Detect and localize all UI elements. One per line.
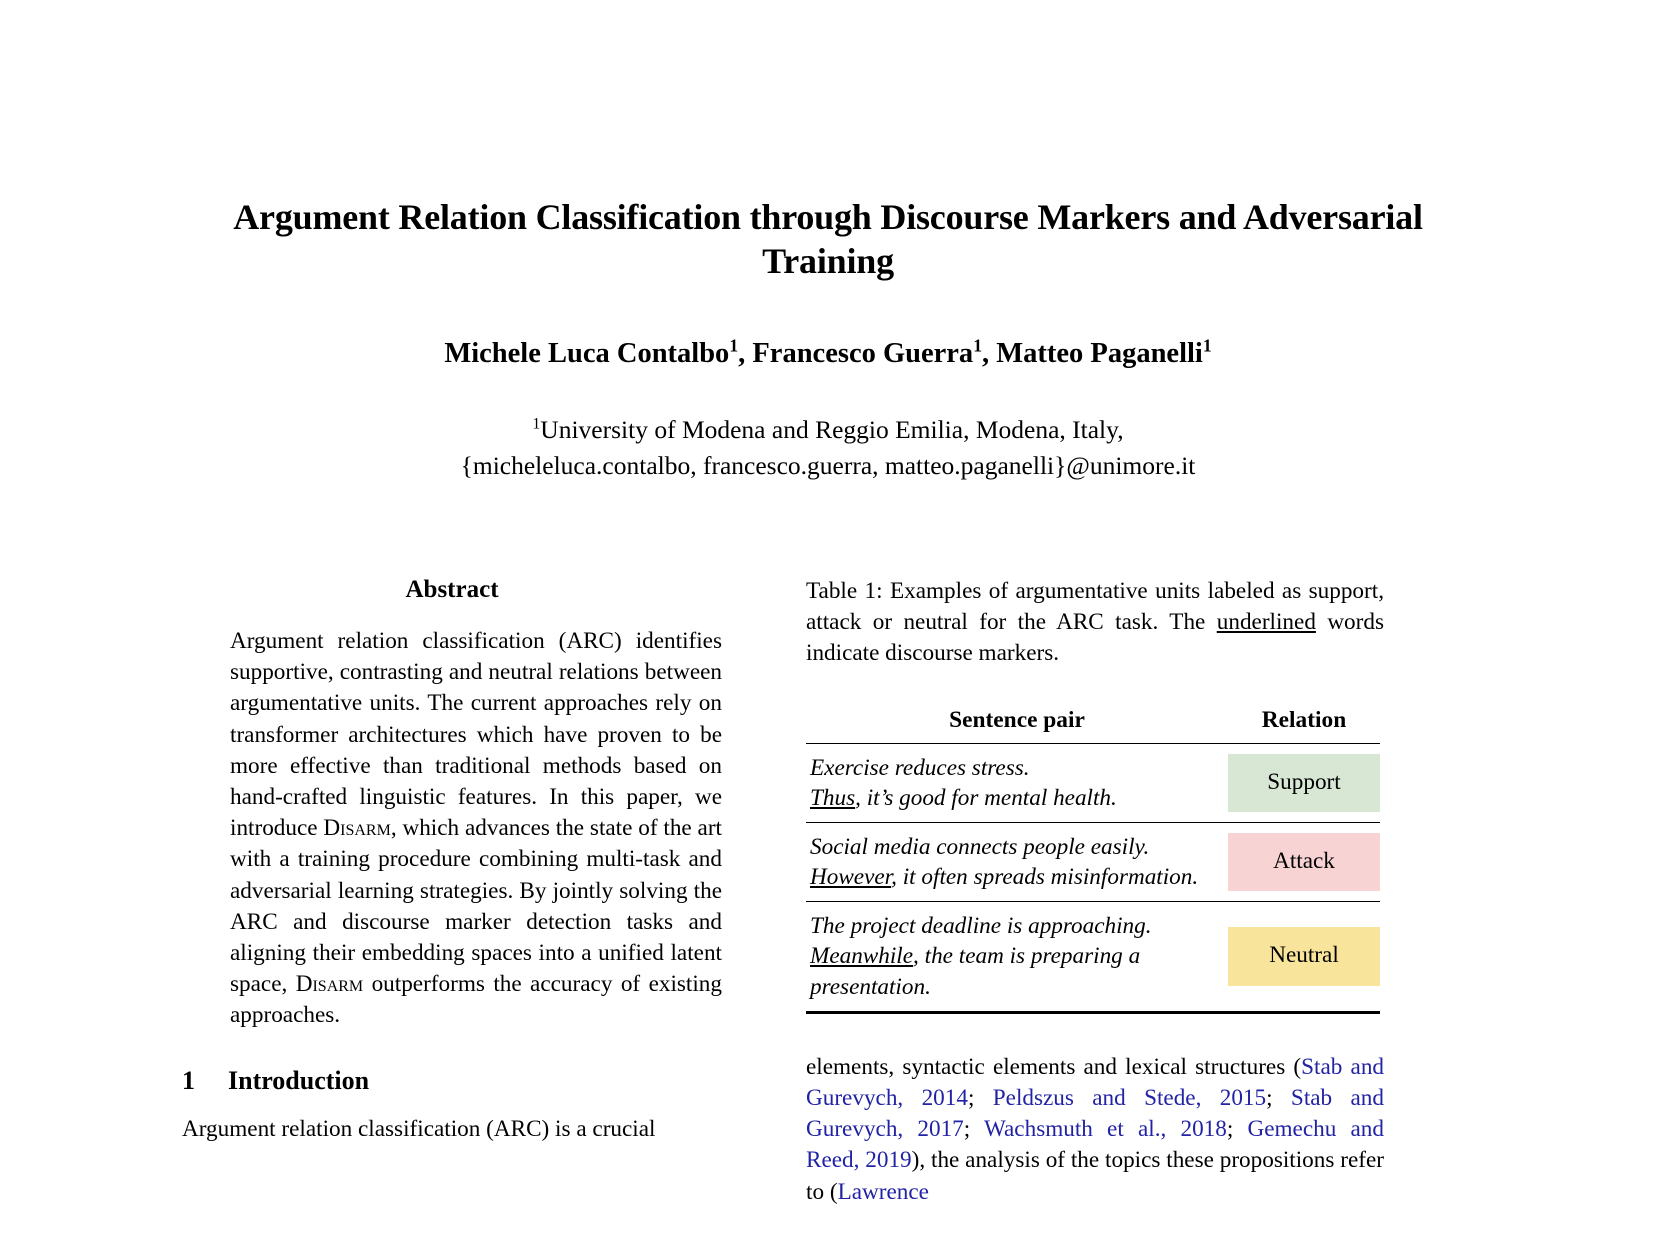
table-rule-cell xyxy=(806,1012,1228,1014)
affiliation-text: University of Modena and Reggio Emilia, Modena, Italy, xyxy=(540,415,1124,444)
relation-cell xyxy=(1228,743,1380,822)
left-column xyxy=(182,576,722,1145)
title-block xyxy=(228,196,1428,284)
relation-cell xyxy=(1228,822,1380,901)
sentence-first: The project deadline is approaching. xyxy=(810,913,1152,940)
right-column-paragraph: elements, syntactic elements and lexical structures (Stab and Gurevych, 2014; Peldszus and Stede, 2015; Stab and Gurevych, 2017; Wachsmuth et al., 2018; Gemechu and Reed, 2019), the analysis of the topics these propositions refer to (Lawrence xyxy=(806,1053,1385,1205)
section-heading-introduction xyxy=(182,1066,722,1096)
relation-cell xyxy=(1228,902,1380,1012)
discourse-marker: Meanwhile xyxy=(810,943,914,970)
sentence-pair-cell xyxy=(806,822,1228,901)
section-title: Introduction xyxy=(228,1065,370,1095)
discourse-marker: However xyxy=(810,864,892,891)
sentence-second-rest: , it often spreads misinformation. xyxy=(891,864,1199,891)
table-row xyxy=(806,743,1380,822)
table-row xyxy=(806,822,1380,901)
sentence-pair-cell xyxy=(806,743,1228,822)
affiliation-block xyxy=(228,412,1428,484)
status-badge-support: Support xyxy=(1228,754,1380,812)
column-header-relation: Relation xyxy=(1261,706,1347,733)
table-bottom-rule xyxy=(806,1012,1380,1014)
sentence-first: Social media connects people easily. xyxy=(810,833,1150,860)
discourse-marker: Thus xyxy=(810,784,856,811)
table-row xyxy=(806,902,1380,1012)
section-number: 1 xyxy=(182,1065,195,1095)
affiliation-marker: 1 xyxy=(532,415,541,433)
column-header-sentence-pair: Sentence pair xyxy=(949,706,1085,733)
author-list xyxy=(228,335,1428,372)
right-column xyxy=(806,576,1384,1208)
status-badge-attack: Attack xyxy=(1228,833,1380,891)
abstract-body: Argument relation classification (ARC) identifies supportive, contrasting and neutral relations between argumentative units. The current approaches rely on transformer architectures which have proven to be more effective than traditional methods based on hand-crafted linguistic features. In this paper, we introduce Disarm, which advances the state of the art with a training procedure combining multi-task and adversarial learning strategies. By jointly solving the ARC and discourse marker detection tasks and aligning their embedding spaces into a unified latent space, Disarm outperforms the accuracy of existing approaches. xyxy=(230,628,722,1029)
table-rule-cell xyxy=(1228,1012,1380,1014)
page-title: Argument Relation Classification through Discourse Markers and Adversarial Training xyxy=(233,197,1423,281)
table-1-wrapper xyxy=(806,698,1380,1014)
abstract-heading: Abstract xyxy=(405,576,499,603)
sentence-second-rest: , it’s good for mental health. xyxy=(855,784,1117,811)
sentence-pair-cell xyxy=(806,902,1228,1012)
sentence-second-rest: , the team is preparing a presentation. xyxy=(810,943,1141,1000)
affiliation-university xyxy=(228,412,1428,448)
introduction-first-paragraph: Argument relation classification (ARC) is a crucial xyxy=(182,1115,656,1142)
affiliation-emails: {micheleluca.contalbo, francesco.guerra, matteo.paganelli}@unimore.it xyxy=(460,451,1196,481)
table-caption: Table 1: Examples of argumentative units labeled as support, attack or neutral for the ARC task. The underlined words indicate discourse markers. xyxy=(806,578,1384,667)
table-top-rule xyxy=(806,698,1380,744)
status-badge-neutral: Neutral xyxy=(1228,927,1380,985)
examples-table xyxy=(806,698,1380,1014)
sentence-first: Exercise reduces stress. xyxy=(810,754,1030,781)
author-names: Michele Luca Contalbo$^1$, Francesco Guerra$^1$, Matteo Paganelli$^1$ xyxy=(444,335,1212,369)
